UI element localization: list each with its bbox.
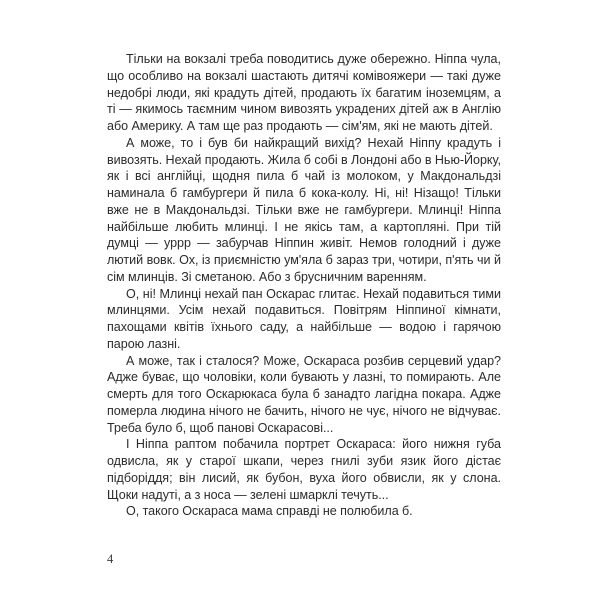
paragraph: О, такого Оскараса мама справді не полюбила б. [126, 504, 413, 519]
paragraph: А може, то і був би найкращий вихід? Нехай Ніппу крадуть і вивозять. Нехай продають. Жила б собі в Лондоні або в Нью-Йорку, як і всі англійці, щодня пила б чай із молоком, у Макдональдзі наминала б гамбургери й пила б кока-колу. Ні, ні! Нізащо! Тільки вже не в Макдональдзі. Тільки вже не гамбургери. Млинці! Ніппа найбільше любить млинці. І не якісь там, а картопляні. При тій думці — уррр — забурчав Ніппин живіт. Немов голодний і дуже лютий вовк. Ох, із приємністю ум'яла б зараз три, чотири, п'ять чи й сім млинців. Зі сметаною. Або з брусничним варенням. [107, 135, 501, 284]
page-number: 4 [107, 552, 114, 566]
paragraph: І Ніппа раптом побачила портрет Оскараса: його нижня губа одвисла, як у старої шкапи, через гнилі зуби язик його дістає підборіддя; він лисий, як бубон, вуха його обвисли, як у слона. Щоки надуті, а з носа — зелені шмарклі течуть... [107, 437, 501, 502]
paragraph: О, ні! Млинці нехай пан Оскарас глитає. Нехай подавиться тими млинцями. Усім нехай подавиться. Повітрям Ніппиної кімнати, пахощами квітів їхнього саду, а найбільше — водою і гарячою парою лазні. [107, 286, 501, 351]
paragraph: А може, так і сталося? Може, Оскараса розбив серцевий удар? Адже буває, що чоловіки, коли бувають у лазні, то помирають. Але смерть для того Оскарюкаса була б занадто лагідна покара. Адже померла людина нічого не бачить, нічого не чує, нічого не відчуває. Треба було б, щоб панові Оскарасові... [107, 353, 501, 435]
page-text-block [107, 51, 501, 520]
paragraph: Тільки на вокзалі треба поводитись дуже обережно. Ніппа чула, що особливо на вокзалі шастають дитячі комівояжери — такі дуже недобрі люди, які крадуть дітей, продають їх багатим іноземцям, а ті — якимось таємним чином вивозять украдених дітей аж в Англію або Америку. А там ще раз продають — сім'ям, які не мають дітей. [107, 52, 501, 133]
